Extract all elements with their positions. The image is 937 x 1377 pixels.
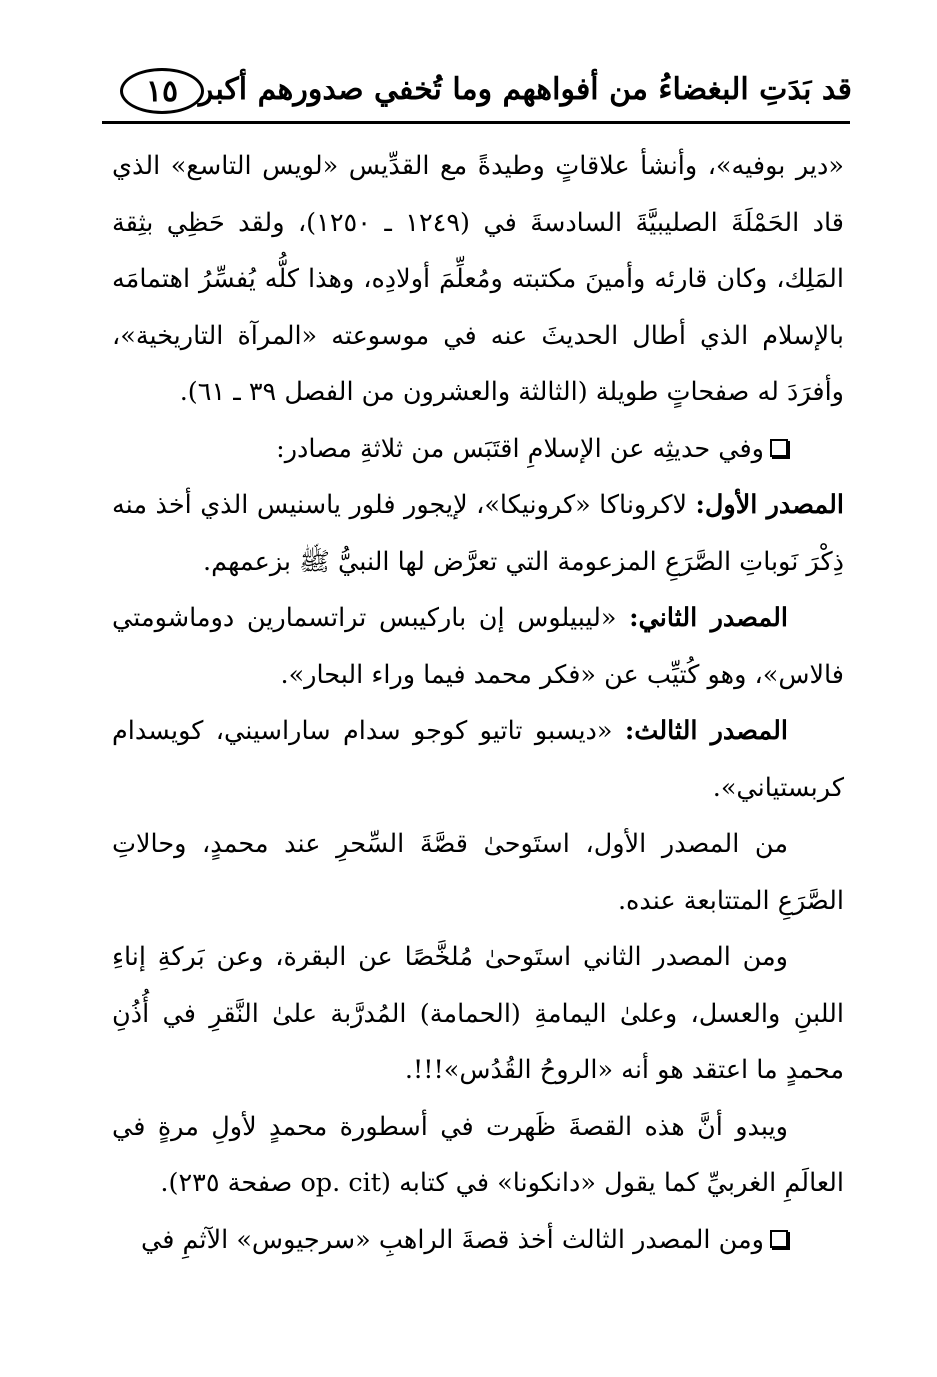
source-label: المصدر الأول: xyxy=(695,490,844,520)
header-divider xyxy=(102,121,850,124)
paragraph-text: ويبدو أنَّ هذه القصةَ ظَهرت في أسطورة محمدٍ لأولِ مرةٍ في العالَمِ الغربيِّ كما يقول «دانكونا» في كتابه (op. cit صفحة ٢٣٥). xyxy=(112,1111,844,1198)
page-header xyxy=(102,58,852,128)
paragraph-text: لاكروناكا «كرونيكا»، لإيجور فلور ياسنيس الذي أخذ منه ذِكْرَ نَوباتِ الصَّرَعِ المزعومة التي تعرَّض لها النبيُّ ﷺ بزعمهم. xyxy=(112,490,844,577)
paragraph-text: وفي حديثِه عن الإسلامِ اقتَبَس من ثلاثةِ مصادر: xyxy=(276,433,764,464)
square-bullet-icon xyxy=(770,439,788,457)
square-bullet-icon xyxy=(770,1230,788,1248)
paragraph-text: «ديسبو تاتيو كوجو سدام ساراسيني، كويسدام كربستياني». xyxy=(112,716,844,803)
source-label: المصدر الثالث: xyxy=(624,716,788,746)
paragraph-source-1 xyxy=(112,477,844,590)
paragraph-text: من المصدر الأول، استَوحىٰ قصَّةَ السِّحرِ عند محمدٍ، وحالاتِ الصَّرَعِ المتتابعة عنده. xyxy=(112,829,844,916)
paragraph-source-2 xyxy=(112,590,844,703)
paragraph xyxy=(112,1099,844,1212)
paragraph-text: ومن المصدر الثاني استَوحىٰ مُلخَّصًا عن البقرة، وعن بَركةِ إناءِ اللبنِ والعسل، وعلىٰ اليمامةِ (الحمامة) المُدرَّبة علىٰ النَّقرِ في أُذُنِ محمدٍ ما اعتقد هو أنه «الروحُ القُدُس»!!!. xyxy=(112,942,844,1085)
paragraph xyxy=(112,929,844,1099)
paragraph-text: «دير بوفيه»، وأنشأ علاقاتٍ وطيدةً مع القدِّيس «لويس التاسع» الذي قاد الحَمْلَةَ الصليبيَّةَ السادسةَ في (١٢٤٩ ـ ١٢٥٠)، ولقد حَظِي بثِقة المَلِك، وكان قارئه وأمينَ مكتبته ومُعلِّمَ أولادِه، وهذا كلُّه يُفسِّرُ اهتمامَه بالإسلام الذي أطال الحديثَ عنه في موسوعته «المرآة التاريخية»، وأفرَدَ له صفحاتٍ طويلة (الثالثة والعشرون من الفصل ٣٩ ـ ٦١). xyxy=(112,151,844,407)
paragraph-source-3 xyxy=(112,703,844,816)
paragraph-text: ومن المصدر الثالث أخذ قصةَ الراهبِ «سرجيوس» الآثمِ في xyxy=(140,1224,764,1255)
paragraph-text: «ليبيلوس إن باركيبس تراتسمارين دوماشومتي فالاس»، وهو كُتيِّب عن «فكر محمد فيما وراء البحار». xyxy=(112,603,844,690)
paragraph-last xyxy=(112,1212,844,1269)
paragraph xyxy=(112,816,844,929)
page-number: ١٥ xyxy=(120,68,204,114)
paragraph-continuation xyxy=(112,138,844,421)
running-title: قد بَدَتِ البغضاءُ من أفواههم وما تُخفي صدورهم أكبر xyxy=(198,72,852,107)
paragraph-sources-intro xyxy=(112,421,844,478)
source-label: المصدر الثاني: xyxy=(629,603,788,633)
page-body xyxy=(112,138,844,1268)
